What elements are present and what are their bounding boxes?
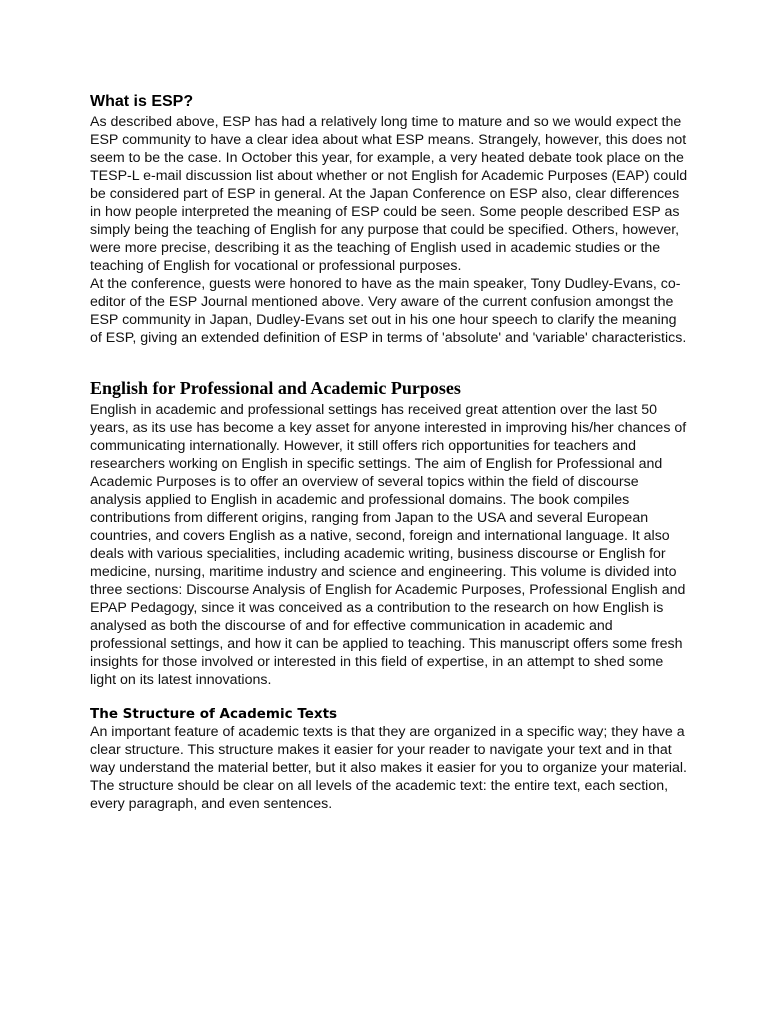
section-what-is-esp [90,92,690,347]
paragraph-academic-structure: An important feature of academic texts is that they are organized in a specific way; they have a clear structure. This structure makes it easier for your reader to navigate your text and in that way understand the material better, but it also makes it easier for you to organize your material. The structure should be clear on all levels of the academic text: the entire text, each section, every paragraph, and even sentences. [90,724,687,812]
section-epap [90,377,690,689]
section-spacer [90,347,690,377]
section-heading-what-is-esp: What is ESP? [90,93,194,110]
paragraph-epap-overview: English in academic and professional settings has received great attention over the last 50 years, as its use has become a key asset for anyone interested in improving his/her chances of communicating internationally. However, it still offers rich opportunities for teachers and researchers working on English in specific settings. The aim of English for Professional and Academic Purposes is to offer an overview of several topics within the field of discourse analysis applied to English in academic and professional domains. The book compiles contributions from different origins, ranging from Japan to the USA and several European countries, and covers English as a native, second, foreign and international language. It also deals with various specialities, including academic writing, business discourse or English for medicine, nursing, maritime industry and science and engineering. This volume is divided into three sections: Discourse Analysis of English for Academic Purposes, Professional English and EPAP Pedagogy, since it was conceived as a contribution to the research on how English is analysed as both the discourse of and for effective communication in academic and professional settings, and how it can be applied to teaching. This manuscript offers some fresh insights for those involved or interested in this field of expertise, in an attempt to shed some light on its latest innovations. [90,402,687,688]
paragraph-esp-conference: At the conference, guests were honored to have as the main speaker, Tony Dudley-Evans, co-editor of the ESP Journal mentioned above. Very aware of the current confusion amongst the ESP community in Japan, Dudley-Evans set out in his one hour speech to clarify the meaning of ESP, giving an extended definition of ESP in terms of 'absolute' and 'variable' characteristics. [90,276,687,346]
paragraph-esp-definition-debate: As described above, ESP has had a relatively long time to mature and so we would expect the ESP community to have a clear idea about what ESP means. Strangely, however, this does not seem to be the case. In October this year, for example, a very heated debate took place on the TESP-L e-mail discussion list about whether or not English for Academic Purposes (EAP) could be considered part of ESP in general. At the Japan Conference on ESP also, clear differences in how people interpreted the meaning of ESP could be seen. Some people described ESP as simply being the teaching of English for any purpose that could be specified. Others, however, were more precise, describing it as the teaching of English used in academic studies or the teaching of English for vocational or professional purposes. [90,114,688,274]
section-spacer [90,689,690,705]
section-heading-epap: English for Professional and Academic Purposes [90,378,461,398]
section-heading-structure-academic-texts: The Structure of Academic Texts [90,706,338,722]
document-page [90,92,690,813]
section-structure-academic-texts [90,705,690,813]
